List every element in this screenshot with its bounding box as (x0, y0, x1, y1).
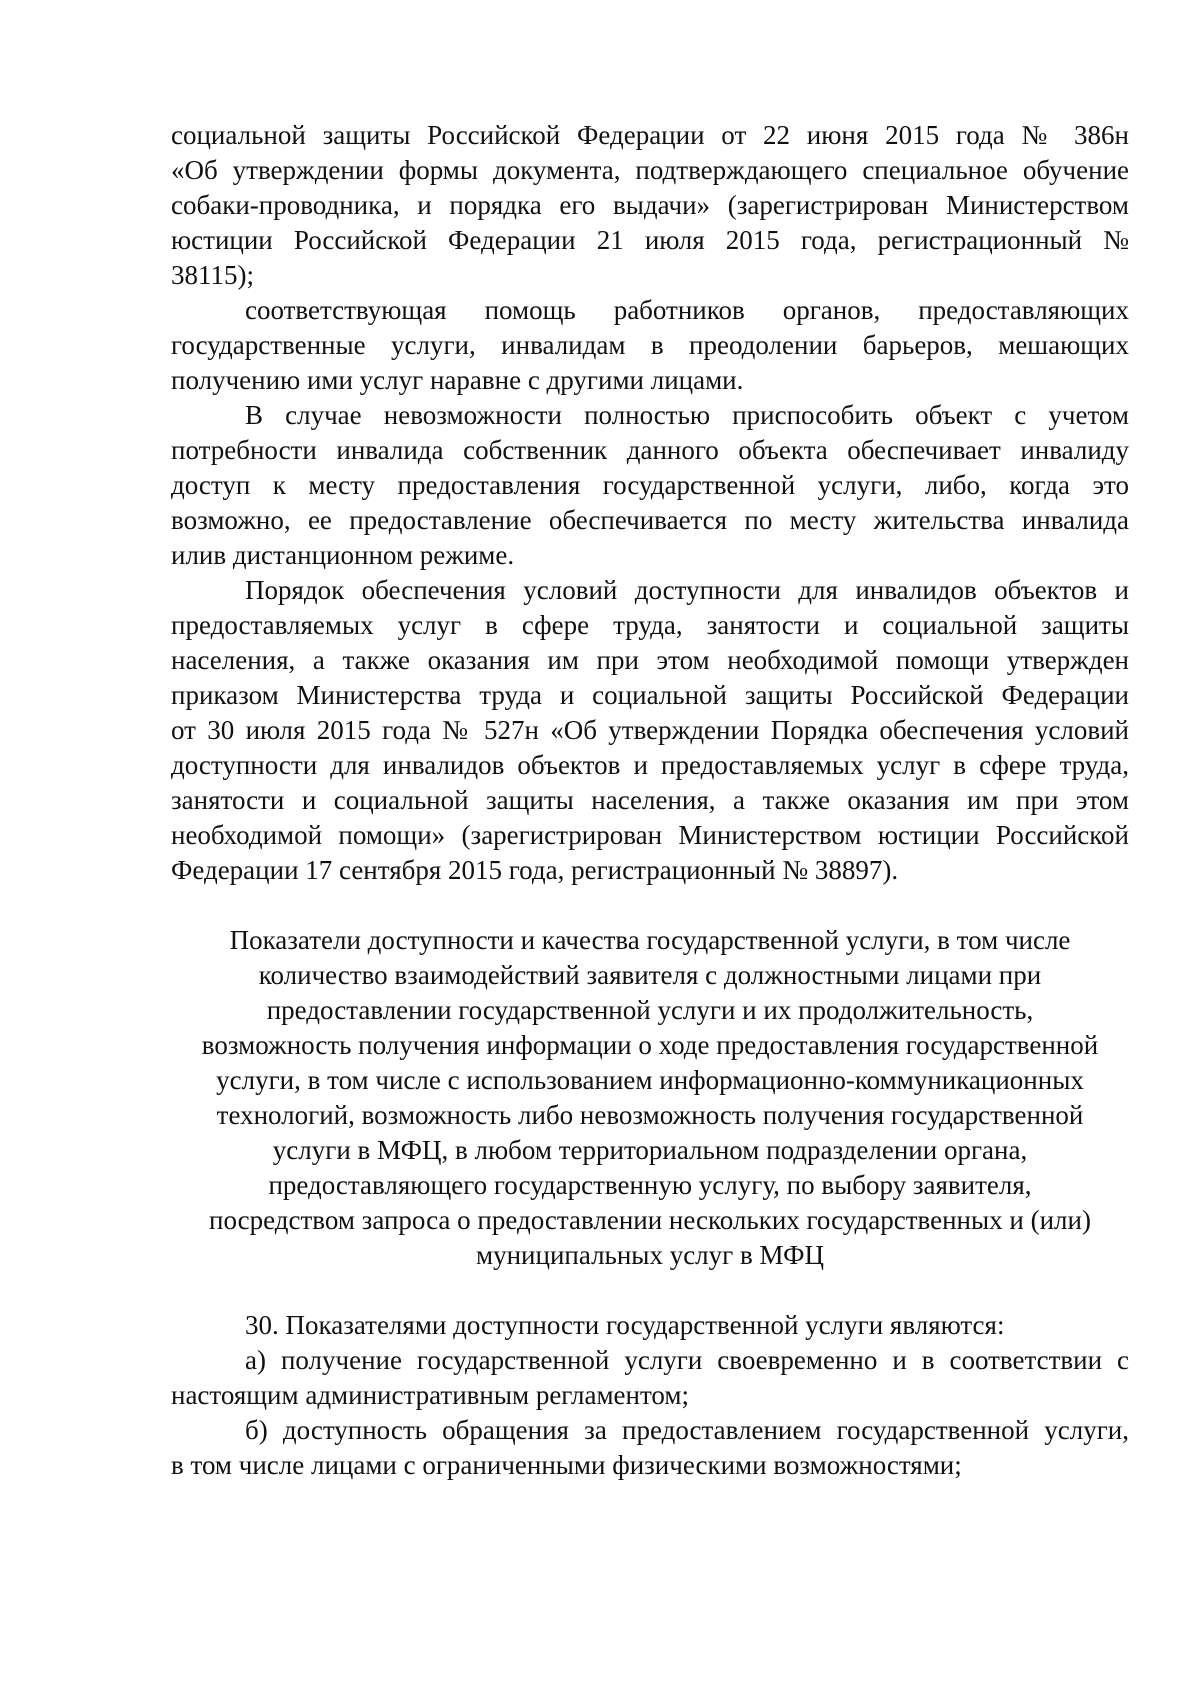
paragraph-2-line: государственные услуги, инвалидам в преодолении барьеров, мешающих (171, 330, 1129, 360)
section-heading-line: предоставлении государственной услуги и их продолжительность, (266, 995, 1034, 1025)
paragraph-4-line: населения, а также оказания им при этом необходимой помощи утвержден (171, 645, 1129, 675)
paragraph-2-line: соответствующая помощь работников органов, предоставляющих (245, 295, 1129, 325)
paragraph-1-line: 38115); (171, 260, 254, 290)
section-heading-line: предоставляющего государственную услугу, по выбору заявителя, (268, 1170, 1032, 1200)
section-heading-line: посредством запроса о предоставлении нескольких государственных и (или) (209, 1205, 1091, 1235)
paragraph-3-line: илив дистанционном режиме. (171, 540, 515, 570)
paragraph-3-line: возможно, ее предоставление обеспечивается по месту жительства инвалида (171, 505, 1129, 535)
paragraph-1-line: социальной защиты Российской Федерации от 22 июня 2015 года № 386н (171, 120, 1129, 150)
paragraph-4-line: Порядок обеспечения условий доступности для инвалидов объектов и (245, 575, 1129, 605)
paragraph-3-line: потребности инвалида собственник данного объекта обеспечивает инвалиду (171, 435, 1129, 465)
paragraph-4-line: занятости и социальной защиты населения, а также оказания им при этом (171, 785, 1129, 815)
paragraph-4-line: предоставляемых услуг в сфере труда, занятости и социальной защиты (171, 610, 1129, 640)
paragraph-4-line: от 30 июля 2015 года № 527н «Об утверждении Порядка обеспечения условий (171, 715, 1129, 745)
section-heading-line: возможность получения информации о ходе предоставления государственной (201, 1030, 1099, 1060)
paragraph-4-line: приказом Министерства труда и социальной защиты Российской Федерации (171, 680, 1129, 710)
paragraph-1-line: «Об утверждении формы документа, подтверждающего специальное обучение (171, 155, 1129, 185)
item-30-line: 30. Показателями доступности государственной услуги являются: (245, 1310, 1005, 1340)
paragraph-1-line: юстиции Российской Федерации 21 июля 2015 года, регистрационный № (171, 225, 1129, 255)
item-30a-line: а) получение государственной услуги своевременно и в соответствии с (245, 1345, 1129, 1375)
paragraph-4-line: доступности для инвалидов объектов и предоставляемых услуг в сфере труда, (171, 750, 1129, 780)
section-heading-line: услуги, в том числе с использованием информационно-коммуникационных (216, 1065, 1084, 1095)
section-heading-line: услуги в МФЦ, в любом территориальном подразделении органа, (272, 1135, 1028, 1165)
item-30a-line: настоящим административным регламентом; (171, 1380, 689, 1410)
paragraph-3-line: В случае невозможности полностью приспособить объект с учетом (245, 400, 1129, 430)
item-30b-line: в том числе лицами с ограниченными физическими возможностями; (171, 1450, 962, 1480)
section-heading-line: Показатели доступности и качества государственной услуги, в том числе (229, 925, 1071, 955)
paragraph-4-line: Федерации 17 сентября 2015 года, регистрационный № 38897). (171, 855, 899, 885)
paragraph-3-line: доступ к месту предоставления государственной услуги, либо, когда это (171, 470, 1129, 500)
section-heading-line: количество взаимодействий заявителя с должностными лицами при (258, 960, 1042, 990)
paragraph-2-line: получению ими услуг наравне с другими лицами. (171, 365, 744, 395)
paragraph-1-line: собаки-проводника, и порядка его выдачи» (зарегистрирован Министерством (171, 190, 1129, 220)
section-heading-line: муниципальных услуг в МФЦ (476, 1240, 824, 1270)
section-heading-line: технологий, возможность либо невозможность получения государственной (216, 1100, 1084, 1130)
paragraph-4-line: необходимой помощи» (зарегистрирован Министерством юстиции Российской (171, 820, 1129, 850)
item-30b-line: б) доступность обращения за предоставлением государственной услуги, (245, 1415, 1129, 1445)
